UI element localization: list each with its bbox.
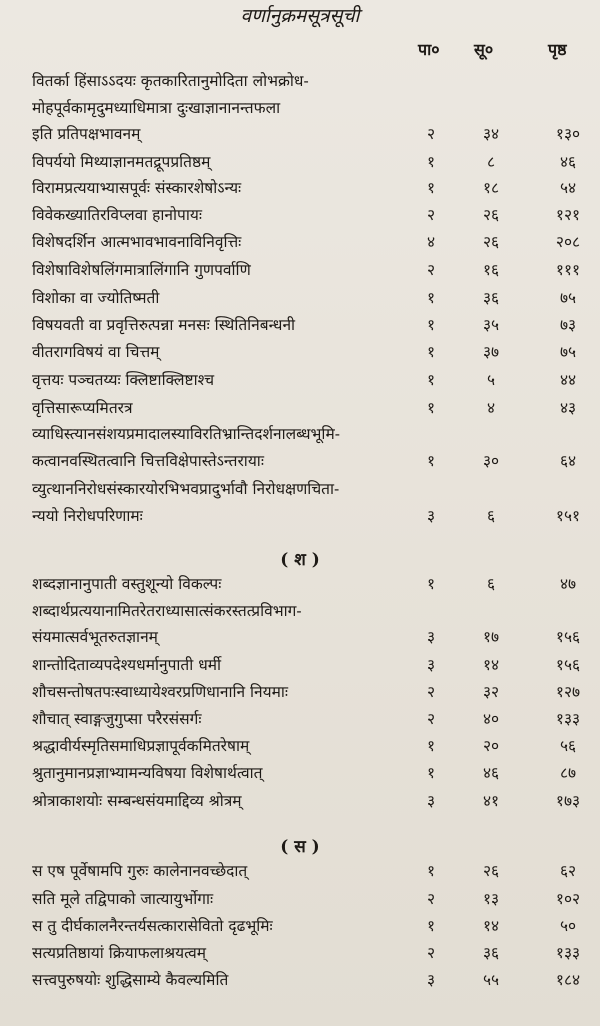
sutra-number: ३२ (482, 683, 500, 701)
index-row (0, 121, 600, 147)
sutra-number: ३७ (482, 343, 500, 361)
sutra-text: विशोका वा ज्योतिष्मती (32, 289, 160, 307)
sutra-number: ६ (486, 575, 496, 593)
sutra-text: वीतरागविषयं वा चित्तम् (32, 343, 160, 361)
index-row (0, 68, 600, 94)
pada-number: १ (426, 399, 436, 417)
index-row (0, 571, 600, 597)
index-row (0, 598, 600, 624)
index-row (0, 312, 600, 338)
sutra-number: १३ (482, 890, 500, 908)
sutra-number: ३६ (482, 944, 500, 962)
sutra-header: सू० (474, 40, 494, 59)
column-headers (0, 38, 600, 64)
pada-number: १ (426, 452, 436, 470)
sutra-number: ६ (486, 507, 496, 525)
sutra-text: शौचसन्तोषतपःस्वाध्यायेश्वरप्रणिधानानि नियमाः (32, 683, 289, 701)
page-number: १२७ (555, 683, 581, 701)
sutra-text: सत्यप्रतिष्ठायां क्रियाफलाश्रयत्वम् (32, 944, 207, 962)
page-number: ४७ (559, 575, 577, 593)
sutra-number: ३० (482, 452, 500, 470)
sutra-text: विषयवती वा प्रवृत्तिरुत्पन्ना मनसः स्थितिनिबन्धनी (32, 316, 296, 334)
sutra-number: ३५ (482, 316, 500, 334)
sutra-text: शान्तोदिताव्यपदेश्यधर्मानुपाती धर्मी (32, 656, 222, 674)
index-row (0, 940, 600, 966)
pada-number: ४ (426, 233, 436, 251)
pada-number: १ (426, 737, 436, 755)
pada-number: २ (426, 261, 436, 279)
index-row (0, 149, 600, 175)
index-row (0, 395, 600, 421)
pada-number: १ (426, 917, 436, 935)
index-row (0, 367, 600, 393)
pada-number: २ (426, 890, 436, 908)
sutra-text: विशेषदर्शिन आत्मभावभावनाविनिवृत्तिः (32, 233, 242, 251)
sutra-text: स एष पूर्वेषामपि गुरुः कालेनानवच्छेदात् (32, 862, 248, 880)
sutra-text: न्ययो निरोधपरिणामः (32, 507, 143, 525)
sutra-text: वितर्का हिंसाऽऽदयः कृतकारितानुमोदिता लोभक्रोध- (32, 72, 309, 90)
index-row (0, 679, 600, 705)
section-heading-sa: ( स ) (280, 837, 320, 857)
page-title: वर्णानुक्रमसूत्रसूची (240, 5, 360, 27)
sutra-text: शब्दार्थप्रत्ययानामितरेतराध्यासात्संकरस्तत्प्रविभाग- (32, 602, 302, 620)
sutra-text: मोहपूर्वकामृदुमध्याधिमात्रा दुःखाज्ञानानन्तफला (32, 99, 281, 117)
sutra-number: १७ (482, 628, 500, 646)
page-number: ७३ (559, 316, 577, 334)
index-row (0, 202, 600, 228)
sutra-number: ८ (486, 153, 496, 171)
page-number: ७५ (559, 343, 577, 361)
index-row (0, 624, 600, 650)
page-number: १५६ (555, 656, 581, 674)
index-row (0, 285, 600, 311)
page-number: १३३ (555, 710, 581, 728)
page-number: ६२ (559, 862, 577, 880)
pada-number: १ (426, 371, 436, 389)
pada-number: १ (426, 153, 436, 171)
sutra-number: १८ (482, 179, 500, 197)
index-row (0, 448, 600, 474)
pada-header: पा० (418, 40, 440, 59)
section-heading-sha: ( श ) (280, 550, 320, 570)
pada-number: २ (426, 710, 436, 728)
sutra-text: वृत्तयः पञ्चतय्यः क्लिष्टाक्लिष्टाश्च (32, 371, 215, 389)
page-number: १११ (555, 261, 581, 279)
page-number: ४६ (559, 153, 577, 171)
pada-number: १ (426, 862, 436, 880)
page-number: ४४ (559, 371, 577, 389)
sutra-text: श्रद्धावीर्यस्मृतिसमाधिप्रज्ञापूर्वकमितरेषाम् (32, 737, 250, 755)
sutra-number: १४ (482, 917, 500, 935)
sutra-number: ४१ (482, 792, 500, 810)
pada-number: २ (426, 944, 436, 962)
page-number: ५६ (559, 737, 577, 755)
sutra-text: कत्वानवस्थितत्वानि चित्तविक्षेपास्तेऽन्तरायाः (32, 452, 264, 470)
sutra-number: २६ (482, 862, 500, 880)
sutra-text: श्रोत्राकाशयोः सम्बन्धसंयमाद्दिव्य श्रोत्रम् (32, 792, 242, 810)
sutra-number: २६ (482, 206, 500, 224)
index-row (0, 788, 600, 814)
pada-number: १ (426, 764, 436, 782)
page-number: १५६ (555, 628, 581, 646)
sutra-text: स तु दीर्घकालनैरन्तर्यसत्कारासेवितो दृढभूमिः (32, 917, 273, 935)
index-row (0, 760, 600, 786)
index-row (0, 175, 600, 201)
sutra-number: ३६ (482, 289, 500, 307)
pada-number: ३ (426, 656, 436, 674)
sutra-text: शब्दज्ञानानुपाती वस्तुशून्यो विकल्पः (32, 575, 222, 593)
sutra-text: श्रुतानुमानप्रज्ञाभ्यामन्यविषया विशेषार्थत्वात् (32, 764, 263, 782)
page-number: ५४ (559, 179, 577, 197)
page-number: १७३ (555, 792, 581, 810)
pada-number: २ (426, 683, 436, 701)
index-row (0, 886, 600, 912)
sutra-text: शौचात् स्वाङ्गजुगुप्सा परैरसंसर्गः (32, 710, 202, 728)
pada-number: १ (426, 575, 436, 593)
sutra-text: व्याधिस्त्यानसंशयप्रमादालस्याविरतिभ्रान्तिदर्शनालब्धभूमि- (32, 425, 340, 443)
pada-number: ३ (426, 971, 436, 989)
index-row (0, 229, 600, 255)
sutra-number: २६ (482, 233, 500, 251)
sutra-number: ४६ (482, 764, 500, 782)
page-number: १०२ (555, 890, 581, 908)
sutra-text: व्युत्थाननिरोधसंस्कारयोरभिभवप्रादुर्भावौ निरोधक्षणचिता- (32, 480, 340, 498)
page-number: १८४ (555, 971, 581, 989)
page-number: ७५ (559, 289, 577, 307)
sutra-text: संयमात्सर्वभूतरुतज्ञानम् (32, 628, 158, 646)
sutra-number: ३४ (482, 125, 500, 143)
index-row (0, 967, 600, 993)
sutra-text: सत्त्वपुरुषयोः शुद्धिसाम्ये कैवल्यमिति (32, 971, 229, 989)
sutra-text: वृत्तिसारूप्यमितरत्र (32, 399, 133, 417)
sutra-number: २० (482, 737, 500, 755)
index-row (0, 652, 600, 678)
page-number: ४३ (559, 399, 577, 417)
pada-number: १ (426, 316, 436, 334)
index-row (0, 858, 600, 884)
index-row (0, 339, 600, 365)
page-number: २०८ (555, 233, 581, 251)
sutra-number: ४ (486, 399, 496, 417)
pada-number: ३ (426, 628, 436, 646)
page-header: पृष्ठ (548, 40, 567, 59)
page-number: ५० (559, 917, 577, 935)
sutra-number: ४० (482, 710, 500, 728)
pada-number: ३ (426, 507, 436, 525)
sutra-number: १६ (482, 261, 500, 279)
index-row (0, 913, 600, 939)
sutra-text: विवेकख्यातिरविप्लवा हानोपायः (32, 206, 202, 224)
index-row (0, 476, 600, 502)
sutra-text: सति मूले तद्विपाको जात्यायुर्भोगाः (32, 890, 214, 908)
pada-number: १ (426, 343, 436, 361)
index-row (0, 733, 600, 759)
pada-number: ३ (426, 792, 436, 810)
page-number: ६४ (559, 452, 577, 470)
page-number: १३३ (555, 944, 581, 962)
pada-number: १ (426, 289, 436, 307)
index-row (0, 503, 600, 529)
page-number: १५१ (555, 507, 581, 525)
sutra-number: १४ (482, 656, 500, 674)
index-row (0, 706, 600, 732)
page-number: १२१ (555, 206, 581, 224)
sutra-number: ५५ (482, 971, 500, 989)
page-number: १३० (555, 125, 581, 143)
index-row (0, 95, 600, 121)
sutra-text: विपर्ययो मिथ्याज्ञानमतद्रूपप्रतिष्ठम् (32, 153, 211, 171)
page-number: ८७ (559, 764, 577, 782)
pada-number: १ (426, 179, 436, 197)
pada-number: २ (426, 206, 436, 224)
sutra-text: विशेषाविशेषलिंगमात्रालिंगानि गुणपर्वाणि (32, 261, 251, 279)
sutra-number: ५ (486, 371, 496, 389)
sutra-text: इति प्रतिपक्षभावनम् (32, 125, 141, 143)
index-row (0, 421, 600, 447)
pada-number: २ (426, 125, 436, 143)
sutra-text: विरामप्रत्ययाभ्यासपूर्वः संस्कारशेषोऽन्यः (32, 179, 242, 197)
index-row (0, 257, 600, 283)
